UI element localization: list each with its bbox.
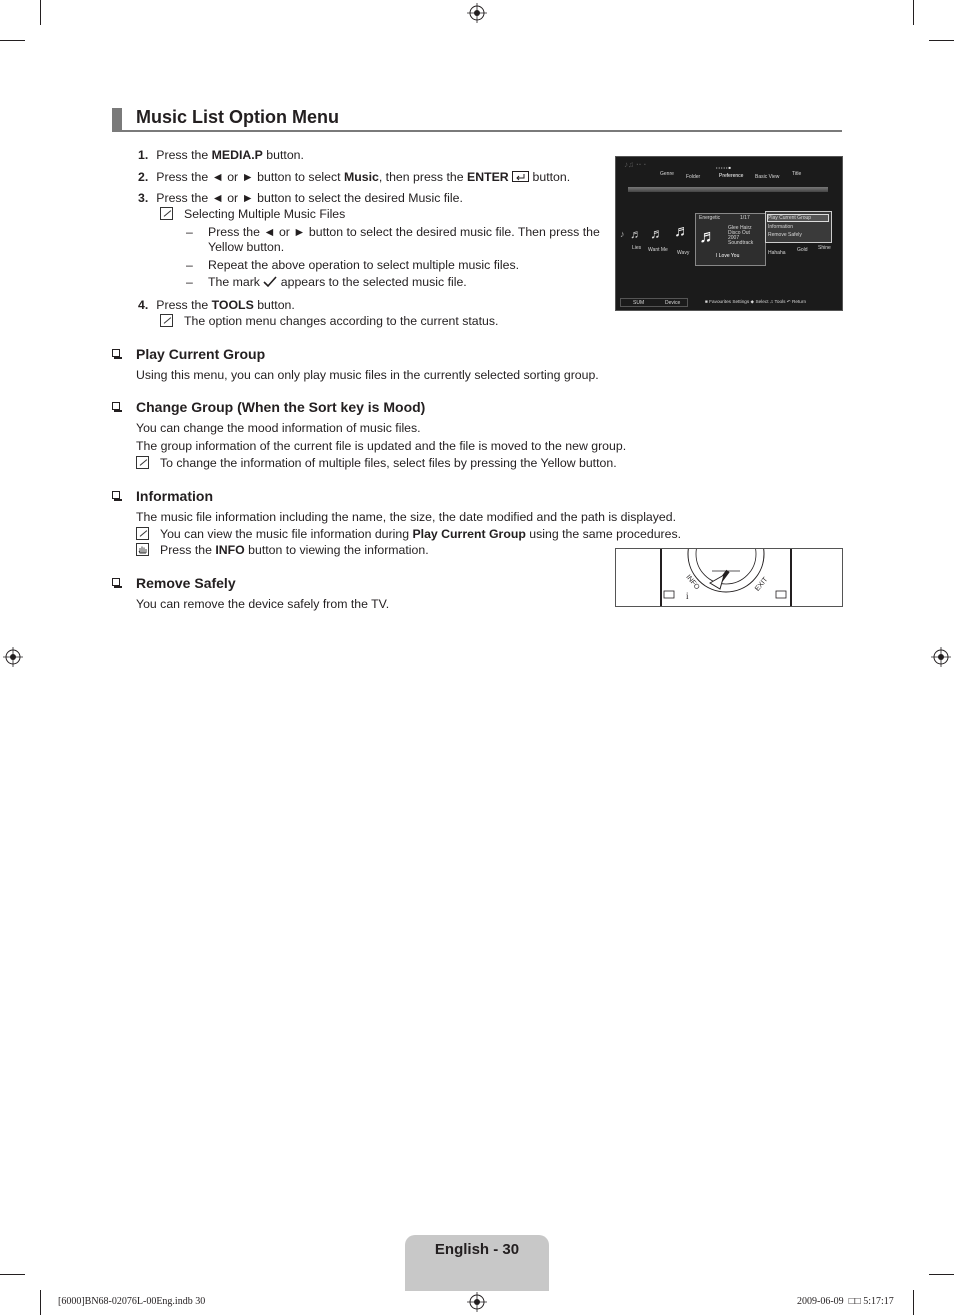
step-2: 2. Press the ◄ or ► button to select Music, then press the ENTER button.: [138, 170, 571, 184]
tv-list-item: Glee Hairz: [728, 225, 752, 231]
music-note-icon: ♬: [699, 226, 717, 246]
date-slug: 2009-06-09 □□ 5:17:17: [797, 1296, 894, 1307]
section-body-change-1: You can change the mood information of music files.: [136, 421, 421, 435]
dash: –: [186, 275, 193, 289]
registration-mark-icon: [467, 3, 487, 23]
step-3-dash-2: Repeat the above operation to select multiple music files.: [208, 258, 520, 272]
tv-scroll-bar: [628, 187, 828, 192]
step-3-dash-3: The mark appears to the selected music file.: [208, 275, 467, 289]
tv-option-menu: [765, 211, 832, 243]
crop-mark: [0, 40, 25, 41]
tv-menu-item: Remove Safely: [768, 232, 802, 238]
note-icon: [160, 314, 173, 327]
title-accent-bar: [112, 108, 122, 130]
section-bullet-icon: [112, 491, 120, 499]
crop-mark: [40, 0, 41, 25]
dash: –: [186, 225, 193, 239]
tv-bottom-help: ■ Favourites Settings ◆ Select ♫ Tools ↶ Return: [705, 299, 807, 304]
tv-menu-item: Information: [768, 224, 794, 230]
section-title-remove: Remove Safely: [136, 575, 236, 591]
tv-screen-image: [615, 156, 843, 311]
svg-text:i: i: [686, 591, 689, 601]
section-note-info: You can view the music file information during Play Current Group using the same procedures.: [160, 527, 682, 541]
step-3-dash-1: Press the ◄ or ► button to select the desired music file. Then press the Yellow button.: [208, 225, 600, 254]
section-bullet-icon: [112, 402, 120, 410]
tv-album-label: Want Me: [648, 247, 668, 253]
remote-image: [615, 548, 843, 607]
remote-dpad-icon: [662, 549, 790, 606]
tv-count: 1/17: [740, 215, 750, 221]
crop-mark: [913, 1290, 914, 1315]
tv-list-item: 2007: [728, 235, 740, 241]
remote-edge: [790, 548, 792, 606]
page-title: Music List Option Menu: [136, 107, 339, 127]
crop-mark: [0, 1274, 25, 1275]
enter-icon: [512, 171, 529, 182]
tv-sum-label: SUM: [633, 300, 645, 306]
section-title-play: Play Current Group: [136, 346, 266, 362]
file-slug: [6000]BN68-02076L-00Eng.indb 30: [58, 1296, 206, 1307]
tv-tab: Preference: [719, 173, 744, 179]
tv-tab: Basic View: [755, 174, 780, 180]
section-body-change-2: The group information of the current file is updated and the file is moved to the new group.: [136, 439, 627, 453]
registration-mark-icon: [931, 647, 951, 667]
tv-tab: Genre: [660, 171, 674, 177]
tv-album-label: Hahaha: [768, 250, 786, 256]
step-1: 1. Press the MEDIA.P button.: [138, 148, 304, 162]
remote-info-label: INFO: [684, 573, 701, 592]
step-3-note: Selecting Multiple Music Files: [184, 207, 346, 221]
tv-album-label: Gold: [797, 247, 808, 253]
note-icon: [136, 456, 149, 469]
tv-tab: Title: [792, 171, 802, 177]
crop-mark: [929, 40, 954, 41]
music-note-icon: ♬: [674, 223, 690, 240]
page-number: English - 30: [434, 1241, 520, 1258]
note-icon: [136, 527, 149, 540]
dash: –: [186, 258, 193, 272]
crop-mark: [40, 1290, 41, 1315]
title-rule: [112, 130, 842, 132]
crop-mark: [929, 1274, 954, 1275]
tv-center-panel: [695, 213, 766, 266]
music-note-icon: ♪: [620, 229, 625, 239]
music-note-icon: ♬: [630, 227, 642, 241]
registration-mark-icon: [467, 1292, 487, 1312]
tv-album-label: Wavy: [677, 250, 690, 256]
tv-bottom-left: [620, 298, 688, 307]
tv-tab: Folder: [686, 174, 701, 180]
tv-logo: ♪♫ ·· ·: [624, 160, 647, 169]
section-title-info: Information: [136, 488, 213, 504]
section-bullet-icon: [112, 349, 120, 357]
remote-exit-label: EXIT: [754, 576, 770, 593]
section-title-change: Change Group (When the Sort key is Mood): [136, 399, 426, 415]
note-icon: [160, 207, 173, 220]
registration-mark-icon: [3, 647, 23, 667]
tv-list-item: Soundtrack: [728, 240, 754, 246]
remote-note-icon: [136, 543, 149, 556]
crop-mark: [913, 0, 914, 25]
section-body-remove: You can remove the device safely from the TV.: [136, 597, 390, 611]
step-4-note: The option menu changes according to the current status.: [184, 314, 499, 328]
section-note-change: To change the information of multiple files, select files by pressing the Yellow button.: [160, 456, 617, 470]
step-4: 4. Press the TOOLS button.: [138, 298, 295, 312]
step-3: 3. Press the ◄ or ► button to select the desired Music file.: [138, 191, 463, 205]
section-bullet-icon: [112, 578, 120, 586]
section-body-play: Using this menu, you can only play music files in the currently selected sorting group.: [136, 368, 599, 382]
section-note-info-2: Press the INFO button to viewing the information.: [160, 543, 429, 557]
section-body-info: The music file information including the name, the size, the date modified and the path is displayed.: [136, 510, 677, 524]
tv-album-label: Lies: [632, 245, 642, 251]
tv-list-item: Disco Out: [728, 230, 750, 236]
tv-group-label: Energetic: [699, 215, 721, 221]
tv-album-label: Shine: [818, 245, 831, 251]
tv-menu-item: Play Current Group: [767, 214, 829, 222]
checkmark-icon: [263, 276, 277, 288]
music-note-icon: ♬: [650, 225, 664, 241]
tv-page-dots: • • • • • ■: [716, 165, 731, 170]
tv-device-label: Device: [665, 300, 681, 306]
tv-song-title: I Love You: [716, 253, 740, 259]
